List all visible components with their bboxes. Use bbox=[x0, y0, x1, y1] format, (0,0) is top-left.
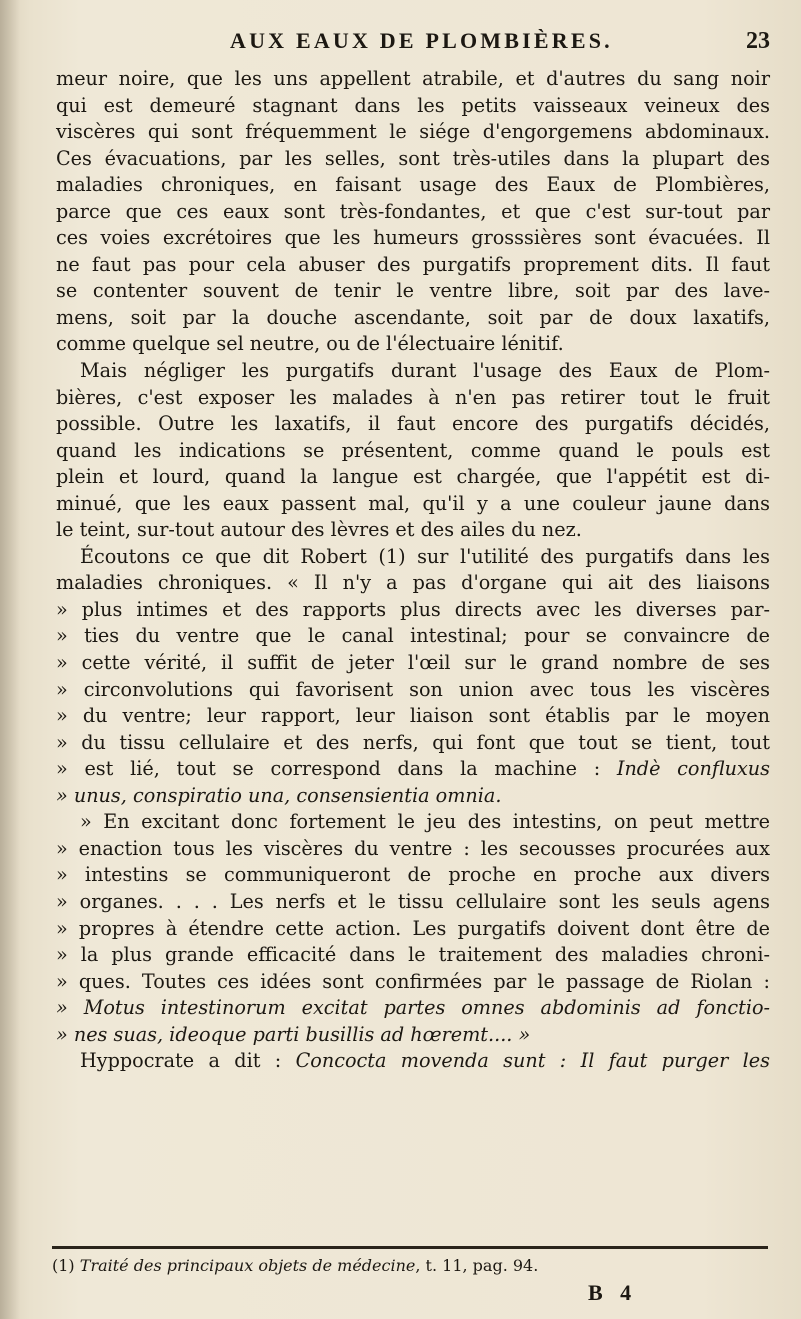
text-line: » ques. Toutes ces idées sont confirmées par le passage de Riolan : bbox=[56, 969, 770, 993]
text-line: bières, c'est exposer les malades à n'en pas retirer tout le fruit bbox=[56, 385, 770, 409]
footnote-reference: , t. 11, pag. 94. bbox=[415, 1256, 539, 1275]
text-line: mens, soit par la douche ascendante, soit par de doux laxatifs, bbox=[56, 305, 770, 329]
page-gutter-shadow bbox=[0, 0, 20, 1319]
text-line: minué, que les eaux passent mal, qu'il y a une couleur jaune dans bbox=[56, 491, 770, 515]
text-line: Mais négliger les purgatifs durant l'usage des Eaux de Plom- bbox=[80, 359, 770, 383]
text-line: ces voies excrétoires que les humeurs grosssières sont évacuées. Il bbox=[56, 226, 770, 250]
text-line: plein et lourd, quand la langue est chargée, que l'appétit est di- bbox=[56, 465, 770, 489]
latin-quote-line: » Motus intestinorum excitat partes omnes abdominis ad fonctio- bbox=[56, 996, 770, 1020]
body-text bbox=[56, 66, 770, 1075]
text-line: » du ventre; leur rapport, leur liaison sont établis par le moyen bbox=[56, 704, 770, 728]
text-line: maladies chroniques. « Il n'y a pas d'organe qui ait des liaisons bbox=[56, 571, 770, 595]
text-line bbox=[56, 1048, 770, 1075]
signature-mark: B 4 bbox=[588, 1280, 638, 1305]
text-line: » du tissu cellulaire et des nerfs, qui font que tout se tient, tout bbox=[56, 730, 770, 754]
text-line: » plus intimes et des rapports plus directs avec les diverses par- bbox=[56, 597, 770, 621]
latin-quote: Concocta movenda sunt : Il faut purger les bbox=[295, 1049, 770, 1073]
text-line: » intestins se communiqueront de proche en proche aux divers bbox=[56, 863, 770, 887]
text-line bbox=[56, 756, 770, 783]
text-line: viscères qui sont fréquemment le siége d'engorgemens abdominaux. bbox=[56, 120, 770, 144]
latin-quote-line: » unus, conspiratio una, consensientia omnia. bbox=[56, 783, 502, 807]
text-segment: Hyppocrate a dit : bbox=[80, 1049, 296, 1073]
text-line: » circonvolutions qui favorisent son union avec tous les viscères bbox=[56, 677, 770, 701]
text-line: parce que ces eaux sont très-fondantes, et que c'est sur-tout par bbox=[56, 199, 770, 223]
text-line: meur noire, que les uns appellent atrabile, et d'autres du sang noir bbox=[56, 67, 770, 90]
footnote bbox=[52, 1256, 768, 1275]
page-header bbox=[230, 28, 770, 60]
text-line: ne faut pas pour cela abuser des purgatifs proprement dits. Il faut bbox=[56, 252, 770, 276]
text-line: Écoutons ce que dit Robert (1) sur l'utilité des purgatifs dans les bbox=[80, 544, 770, 568]
text-line: » En excitant donc fortement le jeu des intestins, on peut mettre bbox=[80, 810, 770, 834]
text-line: Ces évacuations, par les selles, sont très-utiles dans la plupart des bbox=[56, 146, 770, 170]
text-line: quand les indications se présentent, comme quand le pouls est bbox=[56, 438, 770, 462]
text-line: » la plus grande efficacité dans le traitement des maladies chroni- bbox=[56, 943, 770, 967]
running-head: AUX EAUX DE PLOMBIÈRES. bbox=[230, 28, 613, 53]
latin-quote: Indè confluxus bbox=[616, 757, 770, 781]
footnote-marker: (1) bbox=[52, 1256, 75, 1275]
page-number: 23 bbox=[746, 28, 770, 54]
text-line: » cette vérité, il suffit de jeter l'œil sur le grand nombre de ses bbox=[56, 651, 770, 675]
text-line: possible. Outre les laxatifs, il faut encore des purgatifs décidés, bbox=[56, 412, 770, 436]
footnote-title: Traité des principaux objets de médecine bbox=[79, 1256, 416, 1275]
text-line: se contenter souvent de tenir le ventre libre, soit par des lave- bbox=[56, 279, 770, 303]
text-line: le teint, sur-tout autour des lèvres et des ailes du nez. bbox=[56, 518, 582, 542]
text-line: » organes. . . . Les nerfs et le tissu cellulaire sont les seuls agens bbox=[56, 889, 770, 913]
text-line: qui est demeuré stagnant dans les petits vaisseaux veineux des bbox=[56, 93, 770, 117]
text-line: comme quelque sel neutre, ou de l'électuaire lénitif. bbox=[56, 332, 564, 356]
text-line: » propres à étendre cette action. Les purgatifs doivent dont être de bbox=[56, 916, 770, 940]
latin-quote-line: » nes suas, ideoque parti busillis ad hœremt.... » bbox=[56, 1022, 531, 1046]
footnote-rule bbox=[52, 1246, 768, 1249]
text-segment: » est lié, tout se correspond dans la machine : bbox=[56, 757, 617, 781]
text-line: » enaction tous les viscères du ventre : les secousses procurées aux bbox=[56, 836, 770, 860]
text-line: maladies chroniques, en faisant usage des Eaux de Plombières, bbox=[56, 173, 770, 197]
text-line: » ties du ventre que le canal intestinal; pour se convaincre de bbox=[56, 624, 770, 648]
